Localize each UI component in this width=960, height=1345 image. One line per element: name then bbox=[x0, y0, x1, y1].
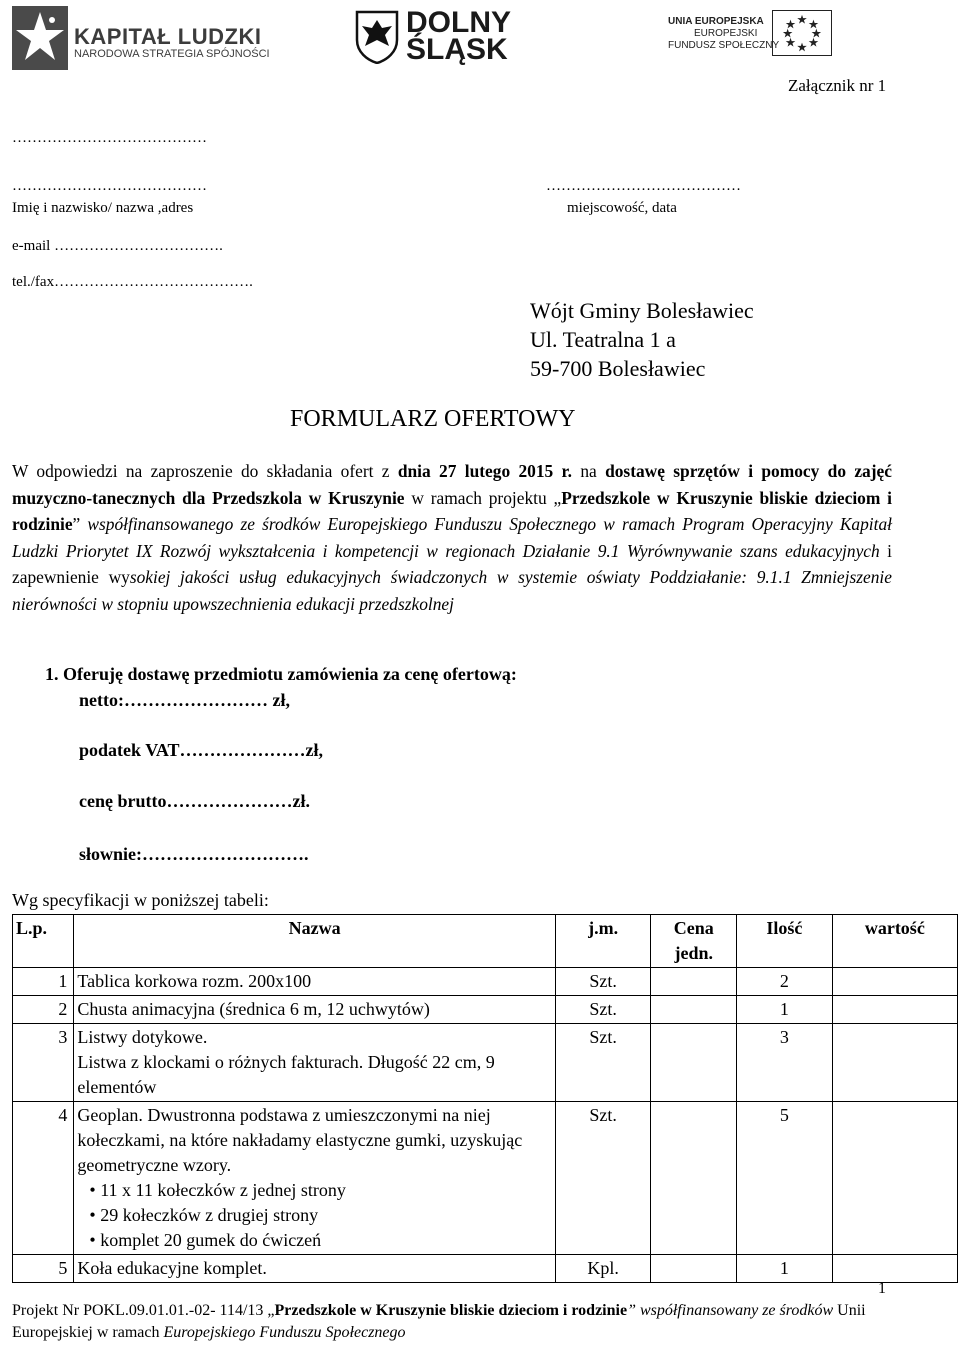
table-header-row bbox=[13, 915, 958, 968]
row-lp: 5 bbox=[13, 1255, 74, 1283]
tel-fax-label: tel./fax…………………………………. bbox=[12, 274, 253, 290]
row-lp: 1 bbox=[13, 968, 74, 996]
row-jm: Szt. bbox=[555, 996, 650, 1024]
footer-d: Unii Europejskiej w ramach bbox=[12, 1302, 866, 1341]
footer-a: Projekt Nr POKL.09.01.01.-02- 114/13 „ bbox=[12, 1302, 275, 1319]
intro-text-7: ” bbox=[72, 514, 88, 535]
header-unit-price: Cena jedn. bbox=[651, 915, 737, 968]
footer-e: Europejskiego Funduszu Społecznego bbox=[163, 1324, 406, 1341]
row-qty: 2 bbox=[737, 968, 832, 996]
intro-funding: współfinansowanego ze środków Europejskiego Funduszu Społecznego w ramach Program Operacyjny Kapitał Ludzki Priorytet IX Rozwój wykształcenia i kompetencji w regionach Działanie 9.1 Wyrównywanie szans edukacyjnych bbox=[12, 514, 892, 561]
row-qty: 1 bbox=[737, 996, 832, 1024]
table-row bbox=[13, 1024, 958, 1102]
eu-flag-icon bbox=[772, 10, 832, 56]
row-name-desc: Geoplan. Dwustronna podstawa z umieszczonymi na niej kołeczkami, na które nakładamy elastyczne gumki, uzyskując geometryczne wzory. bbox=[77, 1105, 523, 1175]
dolny-slask-line2: ŚLĄSK bbox=[406, 33, 508, 66]
row-qty: 5 bbox=[737, 1102, 832, 1255]
intro-paragraph bbox=[12, 458, 892, 618]
specification-table bbox=[12, 914, 958, 1283]
recipient-line3: 59-700 Bolesławiec bbox=[530, 356, 706, 381]
row-lp: 3 bbox=[13, 1024, 74, 1102]
place-date-label: miejscowość, data bbox=[567, 200, 677, 216]
footer-b: Przedszkole w Kruszynie bliskie dzieciom i rodzinie bbox=[274, 1302, 628, 1319]
offer-vat[interactable]: podatek VAT…………………zł, bbox=[79, 740, 324, 760]
intro-project: Przedszkole w Kruszynie bliskie dzieciom i rodzinie bbox=[12, 487, 892, 535]
row-price[interactable] bbox=[651, 996, 737, 1024]
row-value[interactable] bbox=[832, 1255, 957, 1283]
table-row bbox=[13, 1102, 958, 1255]
header-jm: j.m. bbox=[555, 915, 650, 968]
intro-funding-3: sokiej jakości usług edukacyjnych świadczonych w systemie oświaty Poddziałanie: 9.1.1 Zmniejszenie nierówności w stopniu upowszechnienia edukacji przedszkolnej bbox=[12, 567, 892, 614]
table-row bbox=[13, 996, 958, 1024]
intro-text-3: na bbox=[572, 461, 606, 481]
eu-line2: EUROPEJSKI bbox=[694, 28, 758, 39]
intro-subject: dostawę sprzętów i pomocy do zajęć muzyczno-tanecznych dla Przedszkola w Kruszynie bbox=[12, 461, 892, 508]
dots-line-name: ………………………………… bbox=[12, 178, 207, 194]
eagle-crest-icon bbox=[354, 10, 400, 64]
dots-line-place: ………………………………… bbox=[546, 178, 741, 194]
intro-text-1: W odpowiedzi na zaproszenie do składania ofert z bbox=[12, 461, 398, 481]
row-qty: 3 bbox=[737, 1024, 832, 1102]
row-price[interactable] bbox=[651, 1255, 737, 1283]
row-jm: Szt. bbox=[555, 1102, 650, 1255]
row-name bbox=[74, 1024, 556, 1102]
row-price[interactable] bbox=[651, 968, 737, 996]
attachment-label: Załącznik nr 1 bbox=[788, 76, 887, 95]
row-lp: 4 bbox=[13, 1102, 74, 1255]
email-label: e-mail ……………………………. bbox=[12, 238, 223, 254]
row-qty: 1 bbox=[737, 1255, 832, 1283]
table-caption: Wg specyfikacji w poniższej tabeli: bbox=[12, 890, 269, 910]
table-row bbox=[13, 1255, 958, 1283]
row-value[interactable] bbox=[832, 996, 957, 1024]
dolny-slask-logo bbox=[354, 8, 524, 68]
row-price[interactable] bbox=[651, 1102, 737, 1255]
offer-words[interactable]: słownie:………………………. bbox=[79, 844, 309, 864]
row-name: Chusta animacyjna (średnica 6 m, 12 uchwytów) bbox=[74, 996, 556, 1024]
name-address-label: Imię i nazwisko/ nazwa ,adres bbox=[12, 200, 194, 216]
row-bullet-list bbox=[77, 1178, 552, 1253]
form-title: FORMULARZ OFERTOWY bbox=[290, 406, 576, 432]
bullet-item: • komplet 20 gumek do ćwiczeń bbox=[89, 1228, 552, 1253]
header-lp: L.p. bbox=[13, 915, 74, 968]
footer-note bbox=[12, 1300, 942, 1344]
kapital-ludzki-star-icon bbox=[12, 6, 68, 70]
row-jm: Szt. bbox=[555, 1024, 650, 1102]
header-qty: Ilość bbox=[737, 915, 832, 968]
row-value[interactable] bbox=[832, 968, 957, 996]
eu-line1: UNIA EUROPEJSKA bbox=[668, 16, 764, 27]
row-name-line2: Listwa z klockami o różnych fakturach. Długość 22 cm, 9 elementów bbox=[77, 1052, 495, 1097]
row-value[interactable] bbox=[832, 1102, 957, 1255]
footer-c: ” współfinansowany ze środków bbox=[627, 1302, 838, 1319]
page-number: 1 bbox=[878, 1280, 886, 1297]
bullet-item: • 29 kołeczków z drugiej strony bbox=[89, 1203, 552, 1228]
kapital-ludzki-subtitle: NARODOWA STRATEGIA SPÓJNOŚCI bbox=[74, 48, 270, 60]
intro-date: dnia 27 lutego 2015 r. bbox=[397, 461, 573, 481]
row-price[interactable] bbox=[651, 1024, 737, 1102]
eu-logo-text bbox=[668, 16, 779, 52]
recipient-block bbox=[530, 296, 754, 383]
offer-brutto[interactable]: cenę brutto…………………zł. bbox=[79, 791, 310, 811]
table-row bbox=[13, 968, 958, 996]
dolny-slask-line1: DOLNY bbox=[406, 6, 511, 39]
row-name bbox=[74, 1102, 556, 1255]
offer-netto[interactable]: netto:…………………… zł, bbox=[79, 690, 290, 710]
eu-logo bbox=[668, 10, 868, 66]
eu-line3: FUNDUSZ SPOŁECZNY bbox=[668, 40, 780, 51]
kapital-ludzki-title: KAPITAŁ LUDZKI bbox=[74, 24, 262, 49]
intro-text-5b: w ramach projektu „ bbox=[404, 487, 562, 508]
row-name-line1: Listwy dotykowe. bbox=[77, 1027, 208, 1047]
intro-text-9a: i zapewnienie wy bbox=[12, 540, 892, 588]
kapital-ludzki-logo bbox=[8, 2, 270, 74]
row-lp: 2 bbox=[13, 996, 74, 1024]
row-jm: Kpl. bbox=[555, 1255, 650, 1283]
row-value[interactable] bbox=[832, 1024, 957, 1102]
recipient-line2: Ul. Teatralna 1 a bbox=[530, 327, 676, 352]
offer-heading: 1. Oferuję dostawę przedmiotu zamówienia za cenę ofertową: bbox=[45, 664, 517, 684]
row-name: Koła edukacyjne komplet. bbox=[74, 1255, 556, 1283]
row-name: Tablica korkowa rozm. 200x100 bbox=[74, 968, 556, 996]
recipient-line1: Wójt Gminy Bolesławiec bbox=[530, 298, 754, 323]
dots-line-top: ………………………………… bbox=[12, 130, 207, 146]
row-jm: Szt. bbox=[555, 968, 650, 996]
bullet-item: • 11 x 11 kołeczków z jednej strony bbox=[89, 1178, 552, 1203]
header-name: Nazwa bbox=[74, 915, 556, 968]
header-value: wartość bbox=[832, 915, 957, 968]
